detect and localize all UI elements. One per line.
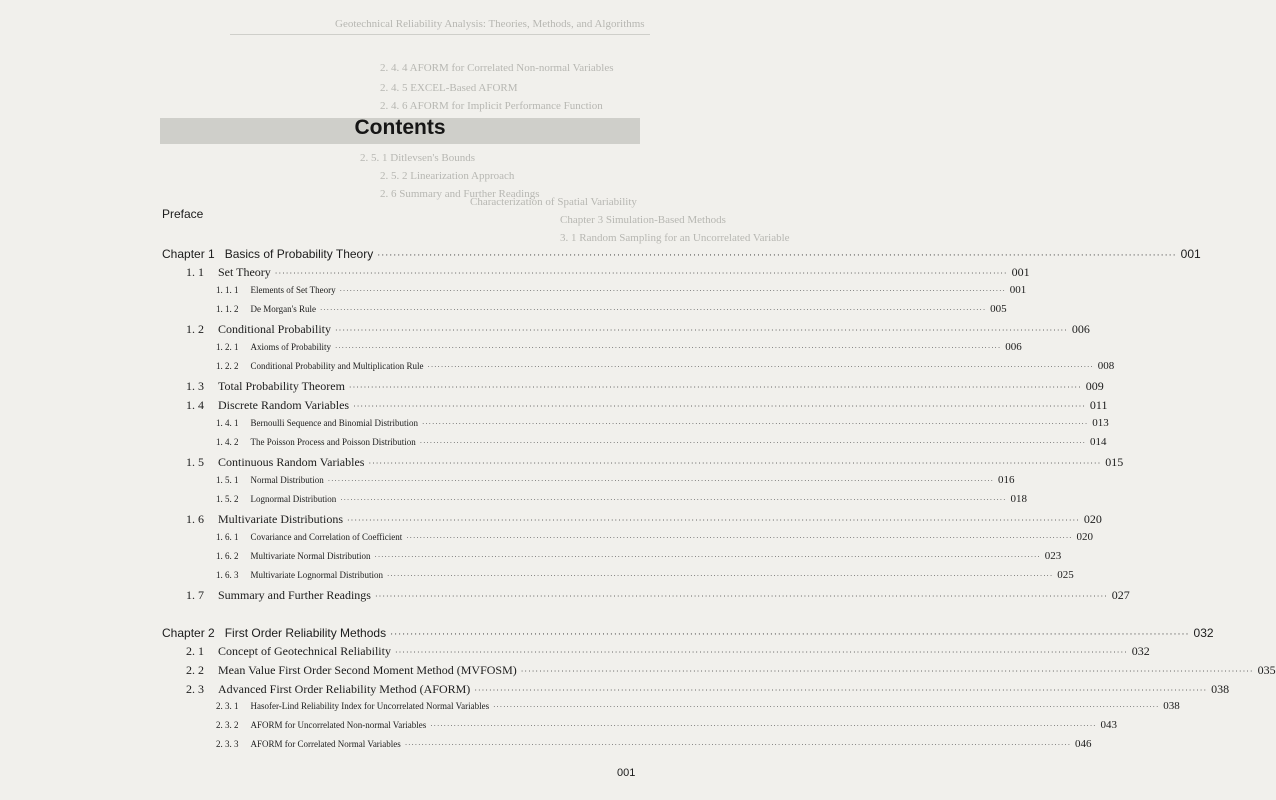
toc-entry-number: 1. 5. 2 [216,494,239,504]
bleed-rule [230,34,650,35]
toc-entry-sub [216,360,1115,372]
toc-entry-text: Elements of Set Theory [250,285,336,295]
toc-entry-title [216,720,426,730]
dot-leader: ········································································································································································································ [368,459,1102,468]
dot-leader: ········································································································································································································ [430,722,1097,730]
toc-entry-sub [216,474,1015,486]
dot-leader: ········································································································································································································ [335,326,1068,335]
toc-entry-title [186,588,371,603]
toc-entry-title [216,570,383,580]
toc-entry-page: 018 [1010,493,1027,505]
toc-entry-text: Summary and Further Readings [218,588,371,602]
toc-entry-title [216,494,336,504]
toc-entry-title [186,398,349,413]
toc-entry-text: Hasofer-Lind Reliability Index for Uncorrelated Normal Variables [250,701,490,711]
dot-leader: ········································································································································································································ [319,306,987,314]
toc-entry-text: Concept of Geotechnical Reliability [218,644,391,658]
dot-leader: ········································································································································································································ [427,363,1094,371]
dot-leader: ········································································································································································································ [406,534,1073,542]
toc-entry-title [216,475,324,485]
toc-entry-chapter [162,247,1201,261]
toc-entry-title [216,418,418,428]
toc-entry-section [186,265,1030,280]
toc-entry-title [186,455,364,470]
toc-entry-sub [216,700,1180,712]
toc-entry-title [186,663,517,678]
toc-entry-text: Bernoulli Sequence and Binomial Distribution [250,418,418,428]
toc-entry-page: 020 [1076,531,1093,543]
toc-entry-number: 1. 4 [186,398,204,412]
bleed-line: Characterization of Spatial Variability [470,196,637,208]
bleed-line: 2. 5. 2 Linearization Approach [380,170,515,182]
toc-entry-page: 005 [990,303,1007,315]
toc-entry-title [216,551,370,561]
toc-entry-page: 009 [1085,379,1104,393]
toc-entry-text: Set Theory [218,265,271,279]
toc-entry-sub [216,303,1007,315]
toc-entry-text: Continuous Random Variables [218,455,365,469]
toc-entry-number: Chapter 2 [162,626,215,640]
toc-entry-sub [216,436,1107,448]
toc-entry-text: Axioms of Probability [250,342,331,352]
toc-entry-text: Covariance and Correlation of Coefficient [250,532,403,542]
toc-entry-section [186,588,1130,603]
toc-entry-section [186,644,1150,659]
toc-entry-page: 043 [1100,719,1118,731]
toc-entry-number: 1. 1. 2 [216,304,239,314]
toc-entry-page: 023 [1044,550,1062,562]
dot-leader: ········································································································································································································ [374,592,1108,601]
dot-leader: ········································································································································································································ [348,383,1082,392]
dot-leader: ········································································································································································································ [386,572,1054,580]
toc-entry-title [186,379,345,394]
toc-entry-text: Multivariate Lognormal Distribution [250,570,383,580]
toc-entry-title [162,626,386,640]
toc-entry-page: 020 [1083,512,1102,526]
toc-entry-number: 1. 2. 1 [216,342,239,352]
bleed-line: 2. 4. 4 AFORM for Correlated Non-normal Variables [380,62,614,74]
toc-entry-number: 1. 6. 2 [216,551,239,561]
toc-entry-page: 001 [1180,247,1201,261]
dot-leader: ········································································································································································································ [390,629,1190,639]
toc-entry-sub [216,284,1027,296]
dot-leader: ········································································································································································································ [404,741,1072,749]
toc-entry-text: Mean Value First Order Second Moment Method (MVFOSM) [218,663,517,677]
toc-entry-sub [216,341,1022,353]
toc-entry-number: 1. 2. 2 [216,361,239,371]
toc-entry-section [186,322,1090,337]
toc-entry-sub [216,569,1074,581]
toc-entry-number: Chapter 1 [162,247,215,261]
dot-leader: ········································································································································································································ [347,516,1080,525]
dot-leader: ········································································································································································································ [340,496,1007,504]
toc-entry-title [216,342,331,352]
toc-entry-page: 032 [1193,626,1214,640]
toc-entry-text: Lognormal Distribution [250,494,337,504]
toc-entry-number: 2. 3 [186,682,204,696]
toc-entry-number: 1. 1 [186,265,204,279]
toc-entry-chapter [162,626,1214,640]
toc-entry-title [216,437,416,447]
toc-entry-number: 1. 2 [186,322,204,336]
toc-entry-sub [216,417,1109,429]
toc-entry-section [186,398,1108,413]
toc-entry-page: 014 [1089,436,1107,448]
toc-entry-number: 1. 4. 1 [216,418,239,428]
toc-entry-text: Conditional Probability and Multiplication Rule [250,361,424,371]
dot-leader: ········································································································································································································ [374,553,1041,561]
toc-entry-number: 2. 3. 1 [216,701,239,711]
toc-entry-title [186,644,391,659]
toc-entry-page: 001 [1009,284,1027,296]
toc-entry-page: 013 [1092,417,1109,429]
toc-entry-title [186,265,271,280]
toc-entry-title [216,361,424,371]
dot-leader: ········································································································································································································ [274,269,1008,278]
toc-entry-section [186,682,1230,697]
toc-entry-text: First Order Reliability Methods [224,626,387,640]
toc-entry-title [216,285,336,295]
toc-entry-text: The Poisson Process and Poisson Distribution [250,437,416,447]
bleed-line: 2. 6 Summary and Further Readings [380,188,540,200]
dot-leader: ········································································································································································································ [520,667,1254,676]
toc-entry-page: 027 [1111,588,1130,602]
toc-entry-page: 032 [1131,644,1150,658]
page-number: 001 [617,767,636,779]
dot-leader: ········································································································································································································ [327,477,994,485]
toc-entry-number: 1. 5. 1 [216,475,239,485]
toc-entry-page: 038 [1163,700,1180,712]
toc-entry-title [216,701,489,711]
toc-entry-page: 038 [1211,682,1230,696]
toc-entry-title [216,304,316,314]
toc-entry-number: 1. 3 [186,379,204,393]
bleed-header: Geotechnical Reliability Analysis: Theories, Methods, and Algorithms [335,18,645,30]
toc-entry-text: Total Probability Theorem [218,379,345,393]
page-title: Contents [354,116,446,139]
toc-entry-page: 016 [997,474,1015,486]
toc-entry-text: Advanced First Order Reliability Method (AFORM) [218,682,471,696]
toc-entry-text: Discrete Random Variables [218,398,350,412]
toc-entry-sub [216,550,1062,562]
toc-entry-page: 001 [1011,265,1030,279]
dot-leader: ········································································································································································································ [377,250,1177,260]
toc-entry-section [186,663,1276,678]
toc-entry-section [186,379,1104,394]
toc-entry-number: 1. 1. 1 [216,285,239,295]
toc-entry-page: 006 [1005,341,1022,353]
toc-entry-number: 2. 3. 3 [216,739,239,749]
toc-entry-sub [216,493,1027,505]
toc-entry-page: 011 [1089,398,1108,412]
bleed-line: 2. 4. 6 AFORM for Implicit Performance Function [380,100,603,112]
toc-entry-text: Conditional Probability [218,322,331,336]
dot-leader: ········································································································································································································ [493,703,1160,711]
toc-entry-number: 1. 6. 3 [216,570,239,580]
bleed-line: 2. 4. 5 EXCEL-Based AFORM [380,82,518,94]
toc-entry-page: 035 [1257,663,1276,677]
toc-preface: Preface [162,207,204,221]
toc-entry-text: Multivariate Distributions [218,512,343,526]
toc-entry-section [186,455,1124,470]
toc-entry-title [162,247,373,261]
toc-entry-page: 015 [1105,455,1124,469]
toc-entry-text: Basics of Probability Theory [224,247,374,261]
dot-leader: ········································································································································································································ [394,648,1128,657]
toc-entry-sub [216,719,1118,731]
toc-entry-page: 046 [1075,738,1092,750]
bleed-line: 2. 5. 1 Ditlevsen's Bounds [360,152,476,164]
toc-entry-title [216,532,402,542]
toc-entry-title [216,739,401,749]
toc-entry-text: Normal Distribution [250,475,324,485]
dot-leader: ········································································································································································································ [474,686,1208,695]
toc-entry-number: 1. 5 [186,455,204,469]
toc-entry-number: 1. 6 [186,512,204,526]
toc-entry-number: 1. 6. 1 [216,532,239,542]
bleed-line: Chapter 3 Simulation-Based Methods [560,214,726,226]
dot-leader: ········································································································································································································ [339,287,1006,295]
toc-entry-text: AFORM for Uncorrelated Non-normal Variables [250,720,427,730]
toc-entry-number: 2. 2 [186,663,204,677]
toc-entry-text: AFORM for Correlated Normal Variables [250,739,401,749]
toc-entry-text: Multivariate Normal Distribution [250,551,371,561]
toc-entry-title [186,682,470,697]
toc-entry-section [186,512,1102,527]
toc-entry-number: 1. 7 [186,588,204,602]
toc-entry-title [186,322,331,337]
toc-entry-sub [216,531,1093,543]
toc-entry-page: 008 [1097,360,1115,372]
dot-leader: ········································································································································································································ [353,402,1086,411]
toc-entry-page: 025 [1057,569,1074,581]
toc-entry-sub [216,738,1092,750]
bleed-line: 3. 1 Random Sampling for an Uncorrelated Variable [560,232,790,244]
toc-entry-number: 1. 4. 2 [216,437,239,447]
dot-leader: ········································································································································································································ [419,439,1086,447]
toc-entry-page: 006 [1071,322,1090,336]
toc-entry-number: 2. 3. 2 [216,720,239,730]
toc-entry-title [186,512,343,527]
toc-entry-number: 2. 1 [186,644,204,658]
toc-entry-text: De Morgan's Rule [250,304,316,314]
dot-leader: ········································································································································································································ [335,344,1002,352]
dot-leader: ········································································································································································································ [421,420,1089,428]
